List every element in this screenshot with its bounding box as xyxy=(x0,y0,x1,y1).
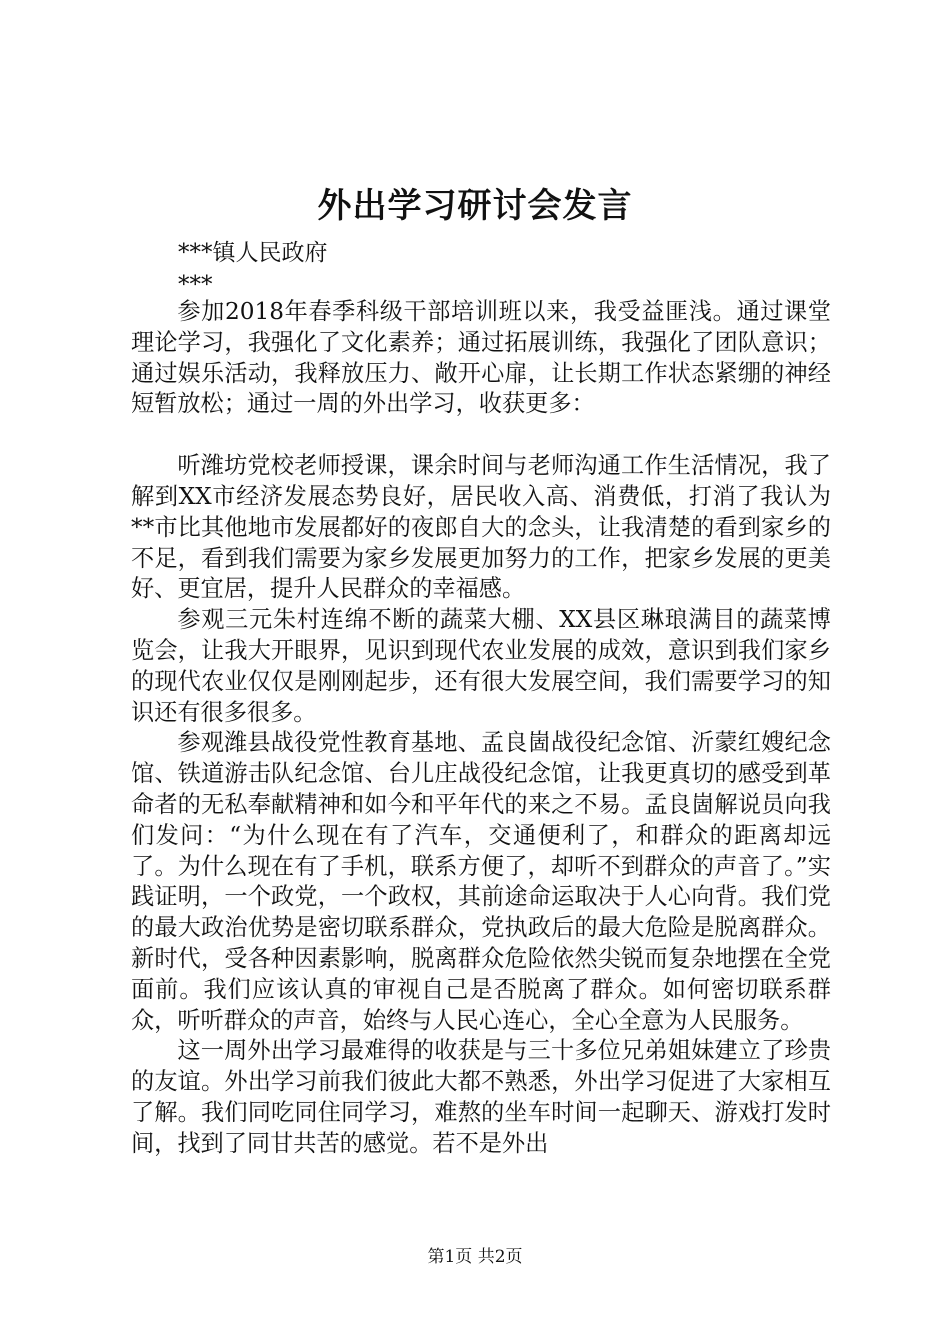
paragraph-intro: 参加2018年春季科级干部培训班以来，我受益匪浅。通过课堂理论学习，我强化了文化素养；通过拓展训练，我强化了团队意识；通过娱乐活动，我释放压力、敞开心扉，让长期工作状态紧绷的神经短暂放松；通过一周的外出学习，收获更多： xyxy=(131,298,831,418)
paragraph-friendship: 这一周外出学习最难得的收获是与三十多位兄弟姐妹建立了珍贵的友谊。外出学习前我们彼此大都不熟悉，外出学习促进了大家相互了解。我们同吃同住同学习，难熬的坐车时间一起聊天、游戏打发时间，找到了同甘共苦的感觉。若不是外出 xyxy=(131,1037,831,1157)
paragraph-party-school: 听潍坊党校老师授课，课余时间与老师沟通工作生活情况，我了解到XX市经济发展态势良好，居民收入高、消费低，打消了我认为**市比其他地市发展都好的夜郎自大的念头，让我清楚的看到家乡的不足，看到我们需要为家乡发展更加努力的工作，把家乡发展的更美好、更宜居，提升人民群众的幸福感。 xyxy=(131,452,831,603)
author-line: *** xyxy=(178,272,213,298)
document-title: 外出学习研讨会发言 xyxy=(317,186,633,226)
document-body xyxy=(131,297,831,1160)
paragraph-agriculture: 参观三元朱村连绵不断的蔬菜大棚、XX县区琳琅满目的蔬菜博览会，让我大开眼界，见识到现代农业发展的成效，意识到我们家乡的现代农业仅仅是刚刚起步，还有很大发展空间，我们需要学习的知识还有很多很多。 xyxy=(131,606,831,726)
organization-line: ***镇人民政府 xyxy=(178,240,328,266)
page-number: 第1页 共2页 xyxy=(427,1247,523,1267)
paragraph-memorials: 参观潍县战役党性教育基地、孟良崮战役纪念馆、沂蒙红嫂纪念馆、铁道游击队纪念馆、台儿庄战役纪念馆，让我更真切的感受到革命者的无私奉献精神和如今和平年代的来之不易。孟良崮解说员向我们发问：“为什么现在有了汽车，交通便利了，和群众的距离却远了。为什么现在有了手机，联系方便了，却听不到群众的声音了。”实践证明，一个政党，一个政权，其前途命运取决于人心向背。我们党的最大政治优势是密切联系群众，党执政后的最大危险是脱离群众。新时代，受各种因素影响，脱离群众危险依然尖锐而复杂地摆在全党面前。我们应该认真的审视自己是否脱离了群众。如何密切联系群众，听听群众的声音，始终与人民心连心，全心全意为人民服务。 xyxy=(131,729,831,1034)
paragraph-gap xyxy=(131,420,831,451)
